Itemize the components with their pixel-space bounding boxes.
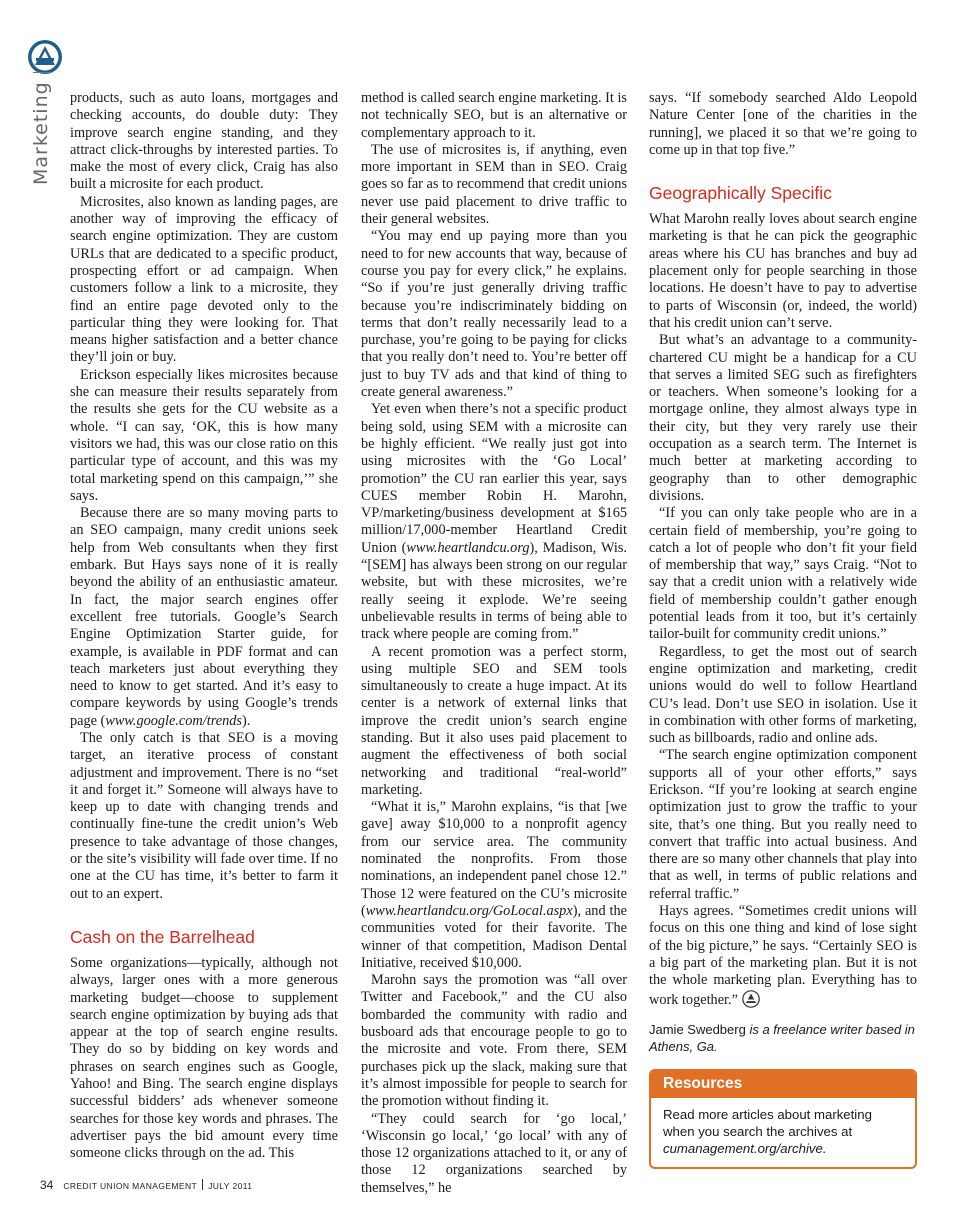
paragraph: method is called search engine marketing. It is not technically SEO, but is an alternative or complementary approach to it. xyxy=(361,90,627,141)
resources-body xyxy=(651,1098,915,1167)
page-number: 34 xyxy=(40,1178,54,1192)
paragraph: The use of microsites is, if anything, even more important in SEM than in SEO. Craig goes so far as to recommend that credit unions never use paid placement to drive traffic to their general websites. xyxy=(361,141,628,228)
text-run: Because there are so many moving parts to an SEO campaign, many credit unions seek help from Web consultants when they first embark. But Hays says none of it is really beyond the ability of an enthusiastic amateur. In fact, the major search engines offer excellent free tutorials. Google’s Search Engine Optimization Starter guide, for example, is available in PDF format and can teach marketers just about everything they need to know to get started. And it’s easy to compare keywords by using Google’s trends page ( xyxy=(70,505,338,729)
page-footer xyxy=(40,1176,252,1194)
paragraph: Microsites, also known as landing pages, are another way of improving the efficacy of search engine optimization. They are custom URLs that are dedicated to a specific product, prospecting effort or ad campaign. When customers follow a link to a microsite, they find an entire page devoted only to the particular thing they were looking for. That means higher satisfaction and a better chance they’ll join or buy. xyxy=(70,193,338,366)
paragraph: Some organizations—typically, although not always, larger ones with a more generous marketing budget—choose to supplement search engine optimization by buying ads that appear at the top of search engine results. They do so by bidding on key words and phrases on search engines such as Google, Yahoo! and Bing. The search engine displays successful bidders’ ads whenever someone searches for those key words and phrases. The advertiser pays the bid amount every time someone clicks through on the ad. This xyxy=(70,954,338,1162)
golocal-link[interactable]: www.heartlandcu.org/GoLocal.aspx xyxy=(365,902,573,919)
text-run: ), Madison, Wis. “[SEM] has always been strong on our regular website, but with these microsites, we’re really seeing it explode. We’re seeing unbelievable results in terms of being able to track where people are coming from.” xyxy=(361,539,628,643)
issue-date: JULY 2011 xyxy=(208,1181,253,1191)
paragraph: “They could search for ‘go local,’ ‘Wisconsin go local,’ ‘go local’ with any of those 12 organizations attached to it, or any of those 12 organizations searched by themselves,” he xyxy=(361,1110,627,1196)
author-bio-text: is a freelance writer based in Athens, Ga. xyxy=(649,1021,915,1054)
text-run: Read more articles about marketing when you search the archives at xyxy=(663,1107,872,1140)
author-name: Jamie Swedberg xyxy=(649,1021,746,1037)
subheading-cash-on-the-barrelhead: Cash on the Barrelhead xyxy=(70,926,255,947)
paragraph: products, such as auto loans, mortgages and checking accounts, do double duty: They improve search engine standing, and they attract click-throughs by interested parties. To make the most of every click, Craig has also built a microsite for each product. xyxy=(70,90,338,193)
paragraph xyxy=(70,505,338,730)
paragraph xyxy=(361,799,627,972)
publication-name: CREDIT UNION MANAGEMENT xyxy=(63,1181,198,1191)
author-bio xyxy=(649,1021,917,1055)
end-of-article-icon xyxy=(742,990,760,1008)
paragraph: What Marohn really loves about search engine marketing is that he can pick the geographic areas where his CU has branches and buy ad placement only for people searching in those locations. He doesn’t have to pay to advertise to parts of Wisconsin (or, indeed, the world) that his credit union can’t serve. xyxy=(649,211,917,331)
paragraph: “You may end up paying more than you need to for new accounts that way, because of course you pay for every click,” he explains. “So if you’re just generally driving traffic because you’re indiscriminately bidding on terms that don’t really necessarily lead to a purchase, you’re going to be paying for clicks that you really don’t need to. You’re better off just to buy TV ads and that kind of thing to create general awareness.” xyxy=(361,228,627,401)
text-run: ), and the communities voted for their favorite. The winner of that competition, Madison Dental Initiative, received $10,000. xyxy=(361,902,627,971)
paragraph: Marohn says the promotion was “all over Twitter and Facebook,” and the CU also bombarded the community with radio and busboard ads that encourage people to go to the microsite and vote. From there, SEM purchases pick up the slack, making sure that it’s almost impossible for people to search for the promotion without finding it. xyxy=(361,972,627,1110)
resources-box xyxy=(649,1069,917,1169)
section-label xyxy=(30,72,52,185)
paragraph: Erickson especially likes microsites because she can measure their results separately from the results she gets for the CU website as a whole. “I can say, ‘OK, this is how many visitors we had, this was our close ratio on this particular type of account, and this was my total marketing spend on this campaign,’” she says. xyxy=(70,366,338,504)
archive-link[interactable]: cumanagement.org/archive xyxy=(663,1141,823,1157)
section-divider xyxy=(33,72,51,73)
paragraph: says. “If somebody searched Aldo Leopold Nature Center [one of the charities in the running], we placed it so that we’re going to come up in that top five.” xyxy=(649,90,917,158)
text-run: Hays agrees. “Sometimes credit unions will focus on this one thing and kind of lose sight of the big picture,” he says. “Certainly SEO is a big part of the marketing plan. But it is not the whole marketing plan. Everything has to work together.” xyxy=(649,903,917,1008)
paragraph: “If you can only take people who are in a certain field of membership, you’re going to catch a lot of people who don’t fit your field of membership that way,” says Craig. “Not to say that a credit union with a relatively wide field of membership couldn’t gather enough potential leads from it too, but it’s certainly tailor-built for community credit unions.” xyxy=(649,505,917,643)
text-run: “What it is,” Marohn explains, “is that [we gave] away $10,000 to a nonprofit agency from our service area. The community nominated the nonprofits. From those nominations, an independent panel chose 12.” Those 12 were featured on the CU’s microsite ( xyxy=(361,799,627,919)
paragraph: Regardless, to get the most out of search engine optimization and marketing, credit unions would do well to follow Heartland CU’s lead. Don’t use SEO in isolation. Use it in combination with other forms of marketing, such as billboards, radio and online ads. xyxy=(649,643,917,747)
heartlandcu-link[interactable]: www.heartlandcu.org xyxy=(406,539,530,556)
text-run: Yet even when there’s not a specific product being sold, using SEM with a microsite can be highly efficient. “We really just got into using microsites with the ‘Go Local’ promotion” the CU ran earlier this year, says CUES member Robin H. Marohn, VP/marketing/business development at $165 million/17,000-member Heartland Credit Union ( xyxy=(361,401,627,556)
footer-divider xyxy=(202,1179,203,1190)
paragraph: But what’s an advantage to a community-chartered CU might be a handicap for a CU that serves a limited SEG such as firefighters or teachers. When someone’s looking for a mortgage online, they almost always type in their city, but they very rarely use their occupation as a search term. The Internet is much better at marketing according to geography than to other demographic divisions. xyxy=(649,332,917,504)
paragraph xyxy=(649,903,917,1009)
resources-title: Resources xyxy=(651,1071,915,1098)
subheading-geographically-specific: Geographically Specific xyxy=(649,183,832,204)
paragraph xyxy=(361,401,627,643)
cu-management-logo-icon xyxy=(27,39,63,75)
text-run: . xyxy=(822,1141,827,1157)
text-run: ). xyxy=(241,712,251,729)
column-3 xyxy=(649,90,917,1169)
paragraph: The only catch is that SEO is a moving target, an iterative process of constant adjustment and improvement. There is no “set it and forget it.” Someone will always have to keep up to date with changing trends and continually fine-tune the credit union’s Web presence to take advantage of those changes, or the site’s visibility will fade over time. If no one at the CU has time, it’s better to farm it out to an expert. xyxy=(70,729,338,902)
section-label-text: Marketing xyxy=(30,81,52,185)
column-2 xyxy=(361,90,627,1197)
google-trends-link[interactable]: www.google.com/trends xyxy=(105,712,242,729)
paragraph: A recent promotion was a perfect storm, using multiple SEO and SEM tools simultaneously to create a huge impact. At its center is a network of external links that improve the credit union’s search engine standing. But it also uses paid placement to augment the effectiveness of both social networking and traditional “real-world” marketing. xyxy=(361,643,627,798)
paragraph: “The search engine optimization component supports all of your other efforts,” says Erickson. “If you’re looking at search engine optimization just to grow the traffic to your site, that’s one thing. But you really need to convert that traffic into actual business. And there are so many other channels that play into that as well, in terms of public relations and referral traffic.” xyxy=(649,747,917,902)
column-1 xyxy=(70,90,338,1163)
